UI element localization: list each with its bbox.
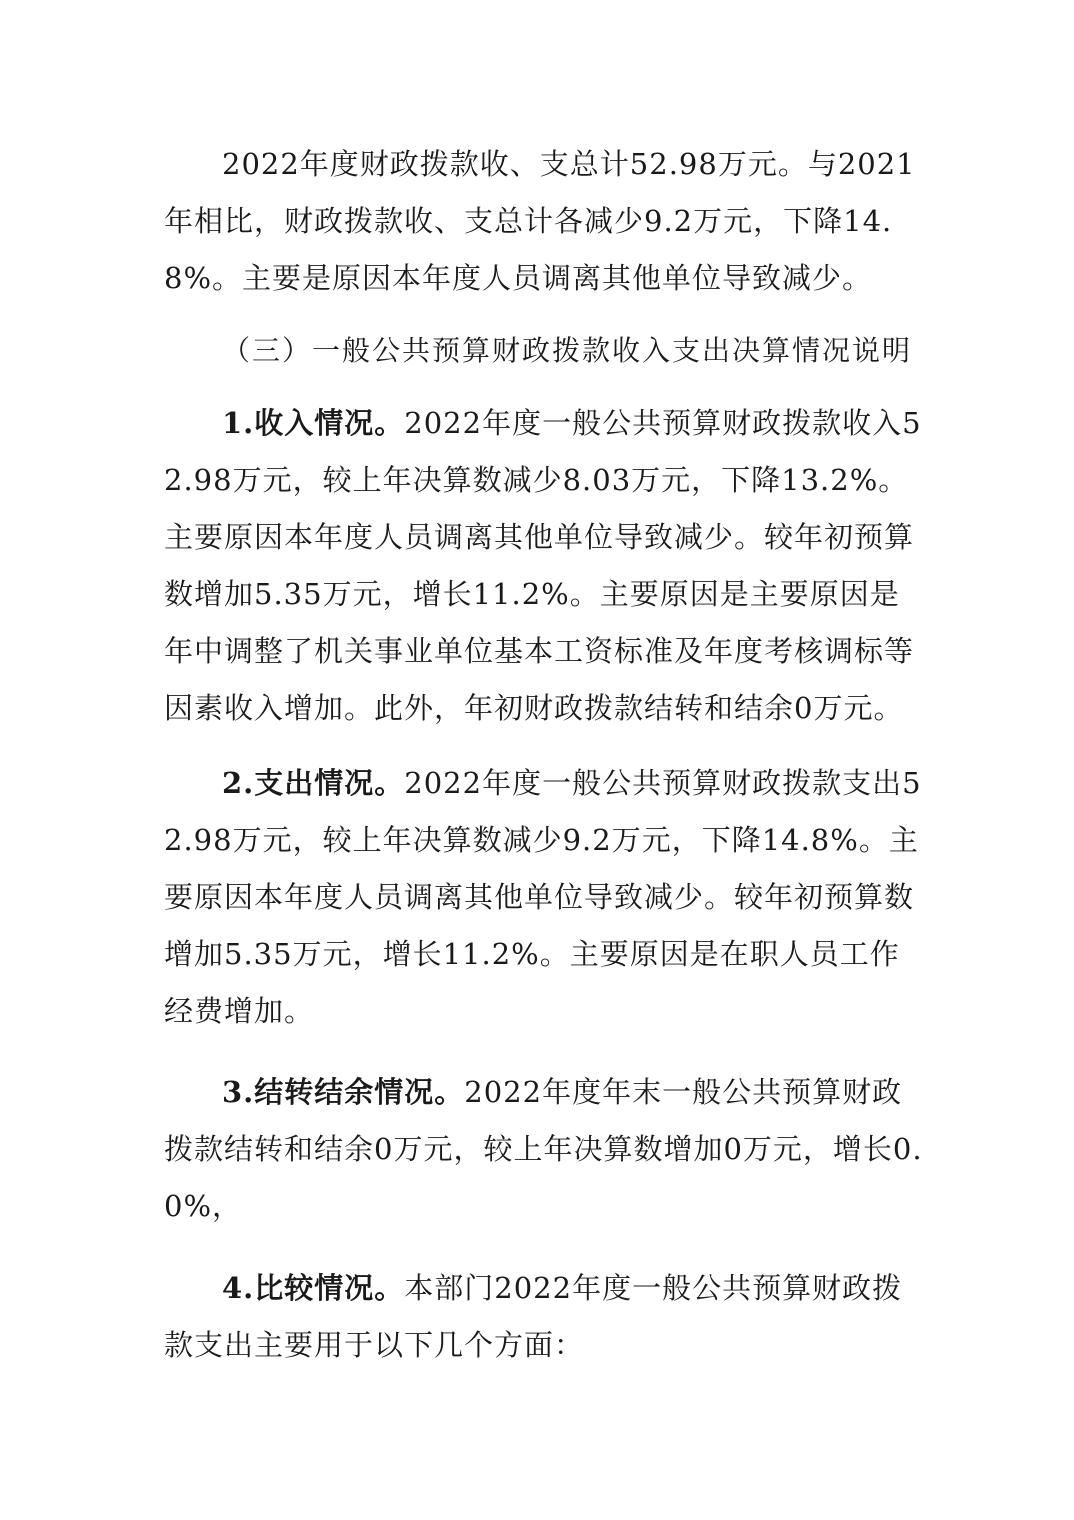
income-body: 2022年度一般公共预算财政拨款收入52.98万元，较上年决算数减少8.03万元，下降13.2%。主要原因本年度人员调离其他单位导致减少。较年初预算数增加5.35万元，增长11.2%。主要原因是主要原因是年中调整了机关事业单位基本工资标准及年度考核调标等因素收入增加。此外，年初财政拨款结转和结余0万元。 (164, 406, 922, 725)
paragraph-income (164, 395, 924, 737)
carryover-body: 2022年度年末一般公共预算财政拨款结转和结余0万元，较上年决算数增加0万元，增长0.0%， (164, 1075, 923, 1223)
paragraph-comparison (164, 1260, 924, 1374)
paragraph-expenditure (164, 755, 924, 1040)
paragraph-total-summary: 2022年度财政拨款收、支总计52.98万元。与2021年相比，财政拨款收、支总计各减少9.2万元，下降14.8%。主要是原因本年度人员调离其他单位导致减少。 (164, 147, 916, 295)
income-lead: 1.收入情况。 (222, 406, 405, 440)
comparison-body: 本部门2022年度一般公共预算财政拨款支出主要用于以下几个方面： (164, 1271, 903, 1362)
expenditure-lead: 2.支出情况。 (222, 766, 405, 800)
comparison-lead: 4.比较情况。 (222, 1271, 405, 1305)
paragraph-carryover (164, 1064, 924, 1235)
expenditure-body: 2022年度一般公共预算财政拨款支出52.98万元，较上年决算数减少9.2万元，下降14.8%。主要原因本年度人员调离其他单位导致减少。较年初预算数增加5.35万元，增长11.2%。主要原因是在职人员工作经费增加。 (164, 766, 922, 1028)
section-heading: （三）一般公共预算财政拨款收入支出决算情况说明 (222, 334, 913, 367)
carryover-lead: 3.结转结余情况。 (222, 1075, 465, 1109)
